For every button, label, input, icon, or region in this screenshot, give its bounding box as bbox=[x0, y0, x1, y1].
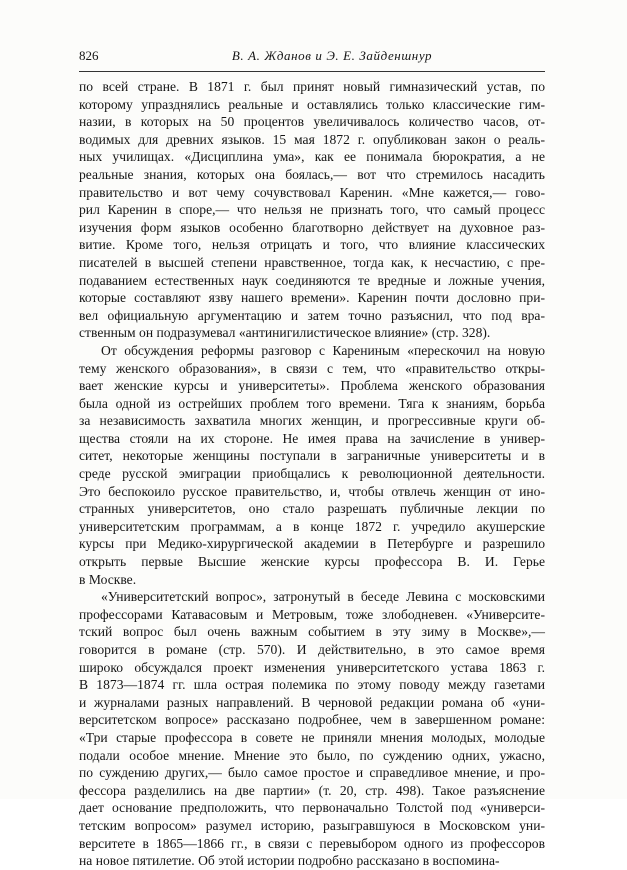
text-line: изучения форм языков особенно благотворно действует на духовное раз- bbox=[79, 219, 545, 235]
text-line: среде русской эмиграции приобщались к революционной деятельности. bbox=[79, 466, 545, 482]
text-line: верситете в 1865—1866 гг., в связи с перевыбором одного из профессоров bbox=[79, 835, 545, 851]
text-line: писателей в высшей степени нравственное, тогда как, к несчастию, с пре- bbox=[79, 254, 545, 270]
text-line: дает основание предполoжить, что первоначально Толстой под «универси- bbox=[79, 800, 545, 816]
paragraph bbox=[79, 588, 545, 870]
body-text bbox=[79, 78, 545, 870]
text-line: Это беспокоило русское правительство, и, чтобы отвлечь женщин от ино- bbox=[79, 483, 545, 499]
text-line: была одной из острейших проблем того времени. Тяга к знаниям, борьба bbox=[79, 395, 545, 411]
text-line: ситет, некоторые женщины поступали в заграничные университеты и в bbox=[79, 448, 545, 464]
text-line: за независимость захватила многих женщин, и прогрессивные круги об- bbox=[79, 413, 545, 429]
text-line: вел официальную аргументацию и затем точно разъяснил, что под вра- bbox=[79, 307, 545, 323]
text-line: подали особое мнение. Мнение это было, по суждению одних, ужасно, bbox=[79, 747, 545, 763]
page-header bbox=[79, 46, 545, 68]
text-line: рил Каренин в споре,— что нельзя не признать того, что самый процесс bbox=[79, 202, 545, 218]
text-line: щества стояли на их стороне. Не имея права на зачисление в универ- bbox=[79, 430, 545, 446]
text-line: подаванием естественных наук соединяются те вредные и ложные учения, bbox=[79, 272, 545, 288]
paragraph bbox=[79, 78, 545, 342]
text-line: широко обсуждался проект изменения университетского устава 1863 г. bbox=[79, 659, 545, 675]
text-line: вает женские курсы и университеты». Проблема женского образования bbox=[79, 378, 545, 394]
text-line: университетским программам, а в конце 1872 г. учредило акушерские bbox=[79, 518, 545, 534]
text-line: по суждению других,— было самое простое и справедливое мнение, и про- bbox=[79, 765, 545, 781]
text-line: фессора разделились на две партии» (т. 20, стр. 498). Такое разъяснение bbox=[79, 782, 545, 798]
running-title: В. А. Жданов и Э. Е. Зайденшнур bbox=[231, 48, 433, 63]
header-rule bbox=[79, 71, 545, 72]
text-line: «Три старые профессора в совете не приняли мнения молодых, молодые bbox=[79, 729, 545, 745]
text-line: профессорами Катавасовым и Метровым, тоже злободневен. «Университе- bbox=[79, 606, 545, 622]
text-line: От обсуждения реформы разговор с Карениным «перескочил на новую bbox=[101, 342, 545, 358]
text-line: водимых для древних языков. 15 мая 1872 г. опубликован закон о реаль- bbox=[79, 131, 545, 147]
text-line: странных университетов, оно стало разрешать публичные лекции по bbox=[79, 501, 545, 517]
paragraph bbox=[79, 342, 545, 588]
text-line: которому упразднялись реальные и оставлялись только классические гим- bbox=[79, 96, 545, 112]
text-line: ных училищах. «Дисциплина ума», как ее понимала бюрократия, а не bbox=[79, 149, 545, 165]
text-line: «Университетский вопрос», затронутый в беседе Левина с московскими bbox=[101, 589, 545, 605]
text-line: В 1873—1874 гг. шла острая полемика по этому поводу между газетами bbox=[79, 677, 545, 693]
text-line: назии, в которых на 50 процентов увеличивалось количество часов, от- bbox=[79, 114, 545, 130]
text-line: в Москве. bbox=[79, 571, 137, 587]
text-line: тетским вопросом» разумел историю, разыгравшуюся в Московском уни- bbox=[79, 817, 545, 833]
text-line: правительство и вот чему сочувствовал Каренин. «Мне кажется,— гово- bbox=[79, 184, 545, 200]
text-line: которые составляют язву нашего времени». Каренин почти дословно при- bbox=[79, 290, 545, 306]
text-line: по всей стране. В 1871 г. был принят новый гимназический устав, по bbox=[79, 79, 545, 94]
text-line: тему женского образования», в связи с тем, что «правительство откры- bbox=[79, 360, 545, 376]
text-line: ственным он подразумевал «антинигилистическое влияние» (стр. 328). bbox=[79, 325, 491, 341]
text-line: курсы при Медико-хирургической академии в Петербурге и разрешило bbox=[79, 536, 545, 552]
text-line: говорится в романе (стр. 570). И действительно, в это самое время bbox=[79, 642, 545, 657]
text-line: витие. Кроме того, нельзя отрицать и того, что влияние классических bbox=[79, 237, 545, 253]
text-line: верситетском вопросе» рассказано подробнее, чем в завершенном романе: bbox=[79, 712, 545, 728]
text-line: открыть первые Высшие женские курсы профессора В. И. Герье bbox=[79, 554, 545, 570]
text-line: тский вопрос был очень важным событием в эту зиму в Москве»,— bbox=[79, 624, 545, 640]
text-line: на новое пятилетие. Об этой истории подробно рассказано в воспомина- bbox=[79, 853, 500, 869]
page-number: 826 bbox=[79, 48, 99, 63]
text-line: реальные знания, которых она боялась,— вот что стремилось насадить bbox=[79, 166, 545, 182]
text-line: и журналами разных направлений. В черновой редакции романа об «уни- bbox=[79, 694, 545, 710]
